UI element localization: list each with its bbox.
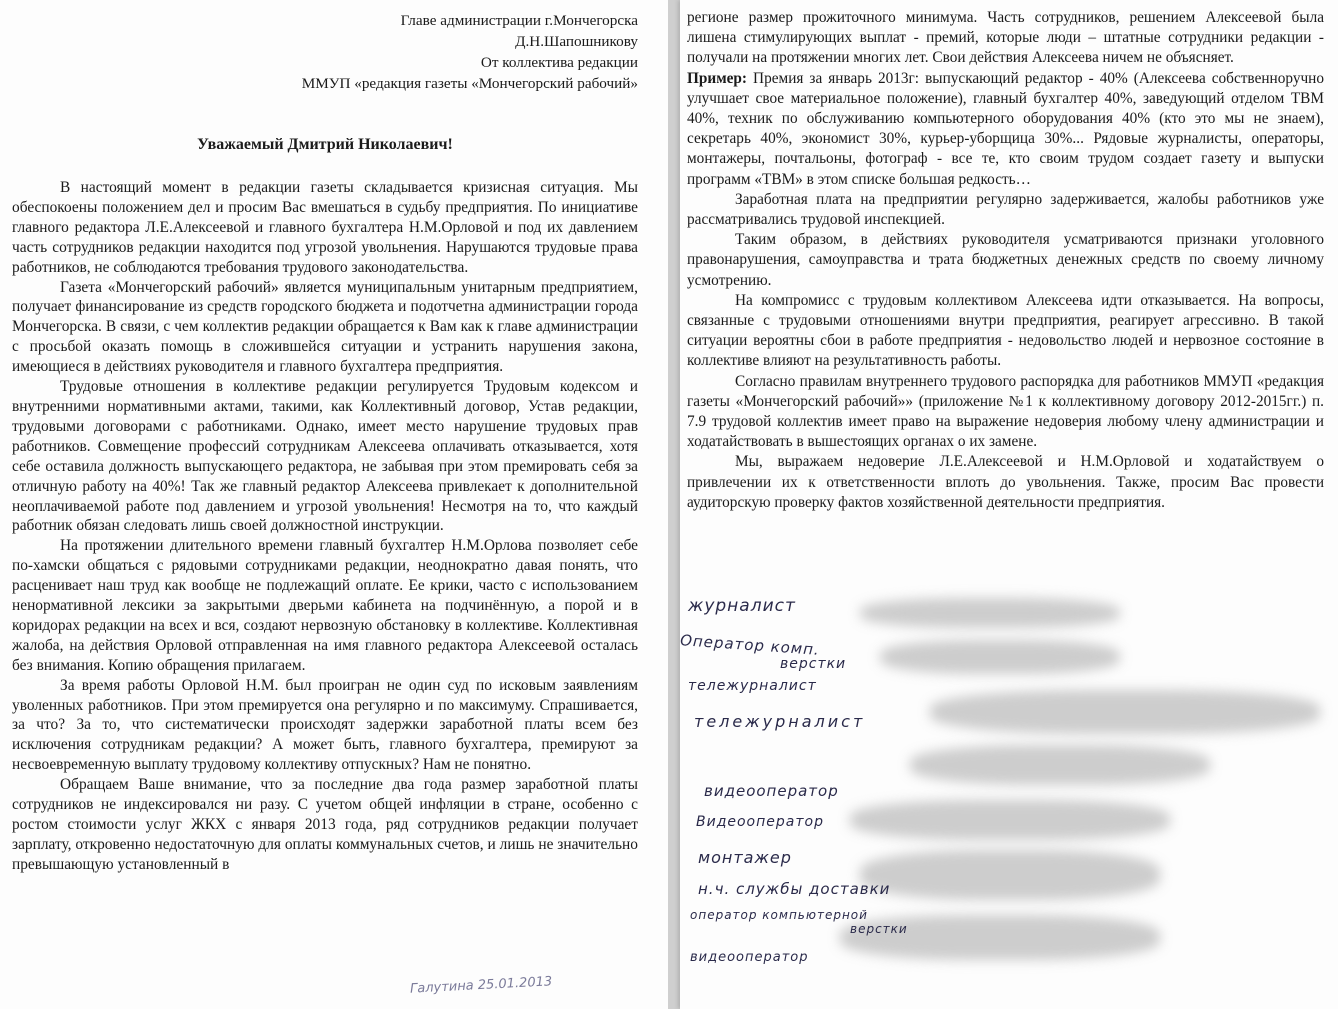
paragraph: Заработная плата на предприятии регулярно задерживается, жалобы работников уже рассматривались трудовой инспекцией. bbox=[687, 190, 1324, 229]
redacted-signature bbox=[860, 598, 1120, 628]
greeting: Уважаемый Дмитрий Николаевич! bbox=[197, 136, 453, 153]
handwritten-signature: Галутина 25.01.2013 bbox=[409, 974, 553, 997]
paragraph: Газета «Мончегорский рабочий» является муниципальным унитарным предприятием, получает финансирование из средств городского бюджета и подотчетна администрации города Мончегорска. В связи, с чем коллектив редакции обращается к Вам как к главе администрации с просьбой оказать помощь в сложившейся ситуации и устранить нарушения закона, имеющиеся в действиях руководителя и главного бухгалтера предприятия. bbox=[12, 278, 638, 376]
paragraph: Таким образом, в действиях руководителя усматриваются признаки уголовного правонарушения, самоуправства и трата бюджетных денежных средств по своему личному усмотрению. bbox=[687, 231, 1324, 289]
handwritten-entry: тележурналист bbox=[694, 712, 866, 731]
handwritten-entry: верстки bbox=[780, 656, 847, 672]
addressee-block bbox=[12, 10, 638, 94]
handwritten-entry: монтажер bbox=[698, 848, 792, 867]
addressee-line: От коллектива редакции bbox=[480, 54, 638, 71]
redacted-signature bbox=[850, 800, 1170, 840]
letter-page-left bbox=[0, 0, 668, 1009]
addressee-line: Д.Н.Шапошникову bbox=[515, 33, 638, 50]
handwritten-entry: н.ч. службы доставки bbox=[698, 880, 891, 898]
addressee-line: Главе администрации г.Мончегорска bbox=[400, 12, 638, 29]
handwritten-entry: журналист bbox=[688, 596, 796, 616]
handwritten-entry: верстки bbox=[850, 922, 908, 936]
example-text: Премия за январь 2013г: выпускающий редактор - 40% (Алексеева собственноручно улучшает свое материальное положение), главный бухгалтер 40%, заведующий отделом ТВМ 40%, техник по обслуживанию компьютерного оборудования 40% (кто это мы не знаем), секретарь 40%, экономист 30%, курьер-уборщица 30%... Рядовые журналисты, операторы, монтажеры, почтальоны, фотограф - все те, кто своим трудом создает газету и выпуски программ «ТВМ» в этом списке большая редкость… bbox=[687, 69, 1324, 188]
redacted-signature bbox=[860, 850, 1160, 900]
paragraph: Трудовые отношения в коллективе редакции регулируется Трудовым кодексом и внутренними нормативными актами, такими, как Коллективный договор, Устав редакции, трудовыми договорами с работниками. Однако, имеет место нарушение трудовых прав работников. Совмещение профессий сотрудникам Алексеева оплачивать отказывается, хотя себе оставила должность выпускающего редактора, не забывая при этом премировать себя за отличную работу на 40%! Так же главный редактор Алексеева привлекает к дополнительной неоплачиваемой работе под давлением и угрозой увольнения! Несмотря на то, что каждый работник обязан следовать лишь своей должностной инструкции. bbox=[12, 378, 638, 535]
example-label: Пример: bbox=[687, 69, 748, 87]
paragraph: В настоящий момент в редакции газеты складывается кризисная ситуация. Мы обеспокоены положением дел и просим Вас вмешаться в судьбу предприятия. По инициативе главного редактора Л.Е.Алексеевой и главного бухгалтера Н.М.Орловой и под их давлением часть сотрудников редакции находится под угрозой увольнения. Нарушаются трудовые права работников, не соблюдаются требования трудового законодательства. bbox=[12, 179, 638, 276]
handwritten-entry: Оператор комп. bbox=[680, 631, 821, 659]
handwritten-entry: оператор компьютерной bbox=[690, 908, 868, 922]
handwritten-entry: видеооператор bbox=[704, 782, 839, 800]
handwritten-entry: Видеооператор bbox=[696, 814, 824, 830]
handwritten-entry: тележурналист bbox=[688, 678, 817, 694]
addressee-line: ММУП «редакция газеты «Мончегорский рабочий» bbox=[301, 75, 638, 92]
example-paragraph bbox=[687, 69, 1324, 190]
paragraph: Обращаем Ваше внимание, что за последние два года размер заработной платы сотрудников не индексировался ни разу. С учетом общей инфляции в стране, особенно с ростом стоимости услуг ЖКХ с января 2013 года, ряд сотрудников редакции получает зарплату, откровенно недостаточную для оплаты коммунальных счетов, и лишь не значительно превышающую установленный в bbox=[12, 776, 638, 873]
paragraph: Мы, выражаем недоверие Л.Е.Алексеевой и Н.М.Орловой и ходатайствуем о привлечении их к ответственности вплоть до увольнения. Также, просим Вас провести аудиторскую проверку фактов хозяйственной деятельности предприятия. bbox=[687, 453, 1324, 511]
paragraph: На компромисс с трудовым коллективом Алексеева идти отказывается. На вопросы, связанные с трудовыми отношениями внутри предприятия, реагирует агрессивно. В такой ситуации вероятны сбои в работе предприятия - недовольство людей и нервозное состояние в коллективе влияют на результативность работы. bbox=[687, 291, 1324, 370]
redacted-signature bbox=[880, 640, 1120, 674]
handwritten-entry: видеооператор bbox=[690, 950, 809, 965]
letter-page-right bbox=[680, 0, 1338, 1009]
paragraph: Согласно правилам внутреннего трудового распорядка для работников ММУП «редакция газеты «Мончегорский рабочий»» (приложение №1 к коллективному договору 2012-2015гг.) п. 7.9 трудовой коллектив имеет право на выражение недоверия любому члену администрации и ходатайствовать в вышестоящих органах о их замене. bbox=[687, 372, 1324, 451]
paragraph: На протяжении длительного времени главный бухгалтер Н.М.Орлова позволяет себе по-хамски общаться с рядовыми сотрудниками редакции, неоднократно давая понять, что расценивает наш труд как вообще не подлежащий оплате. Ее крики, часто с использованием ненормативной лексики за закрытыми дверьми кабинета на подчинённую, а порой и в коридорах редакции на всех и вся, создают нервозную обстановку в коллективе. Коллективная жалоба, на действия Орловой отправленная на имя главного редактора Алексеевой осталась без внимания. Копию обращения прилагаем. bbox=[12, 537, 638, 674]
paragraph: За время работы Орловой Н.М. был проигран не один суд по исковым заявлениям уволенных работников. При этом премируется она регулярно и по максимуму. Спрашивается, за что? За то, что систематически происходят задержки заработной платы всем без исключения сотрудникам редакции? А может быть, главного бухгалтера, премируют за несвоевременную выплату трудовому коллективу отпускных? Нам не понятно. bbox=[12, 676, 638, 774]
redacted-signature bbox=[930, 690, 1320, 734]
paragraph: регионе размер прожиточного минимума. Часть сотрудников, решением Алексеевой была лишена стимулирующих выплат - премий, которые люди – штатные сотрудники редакции - получали на протяжении многих лет. Свои действия Алексеева ничем не объясняет. bbox=[687, 9, 1324, 67]
redacted-signature bbox=[910, 745, 1210, 785]
